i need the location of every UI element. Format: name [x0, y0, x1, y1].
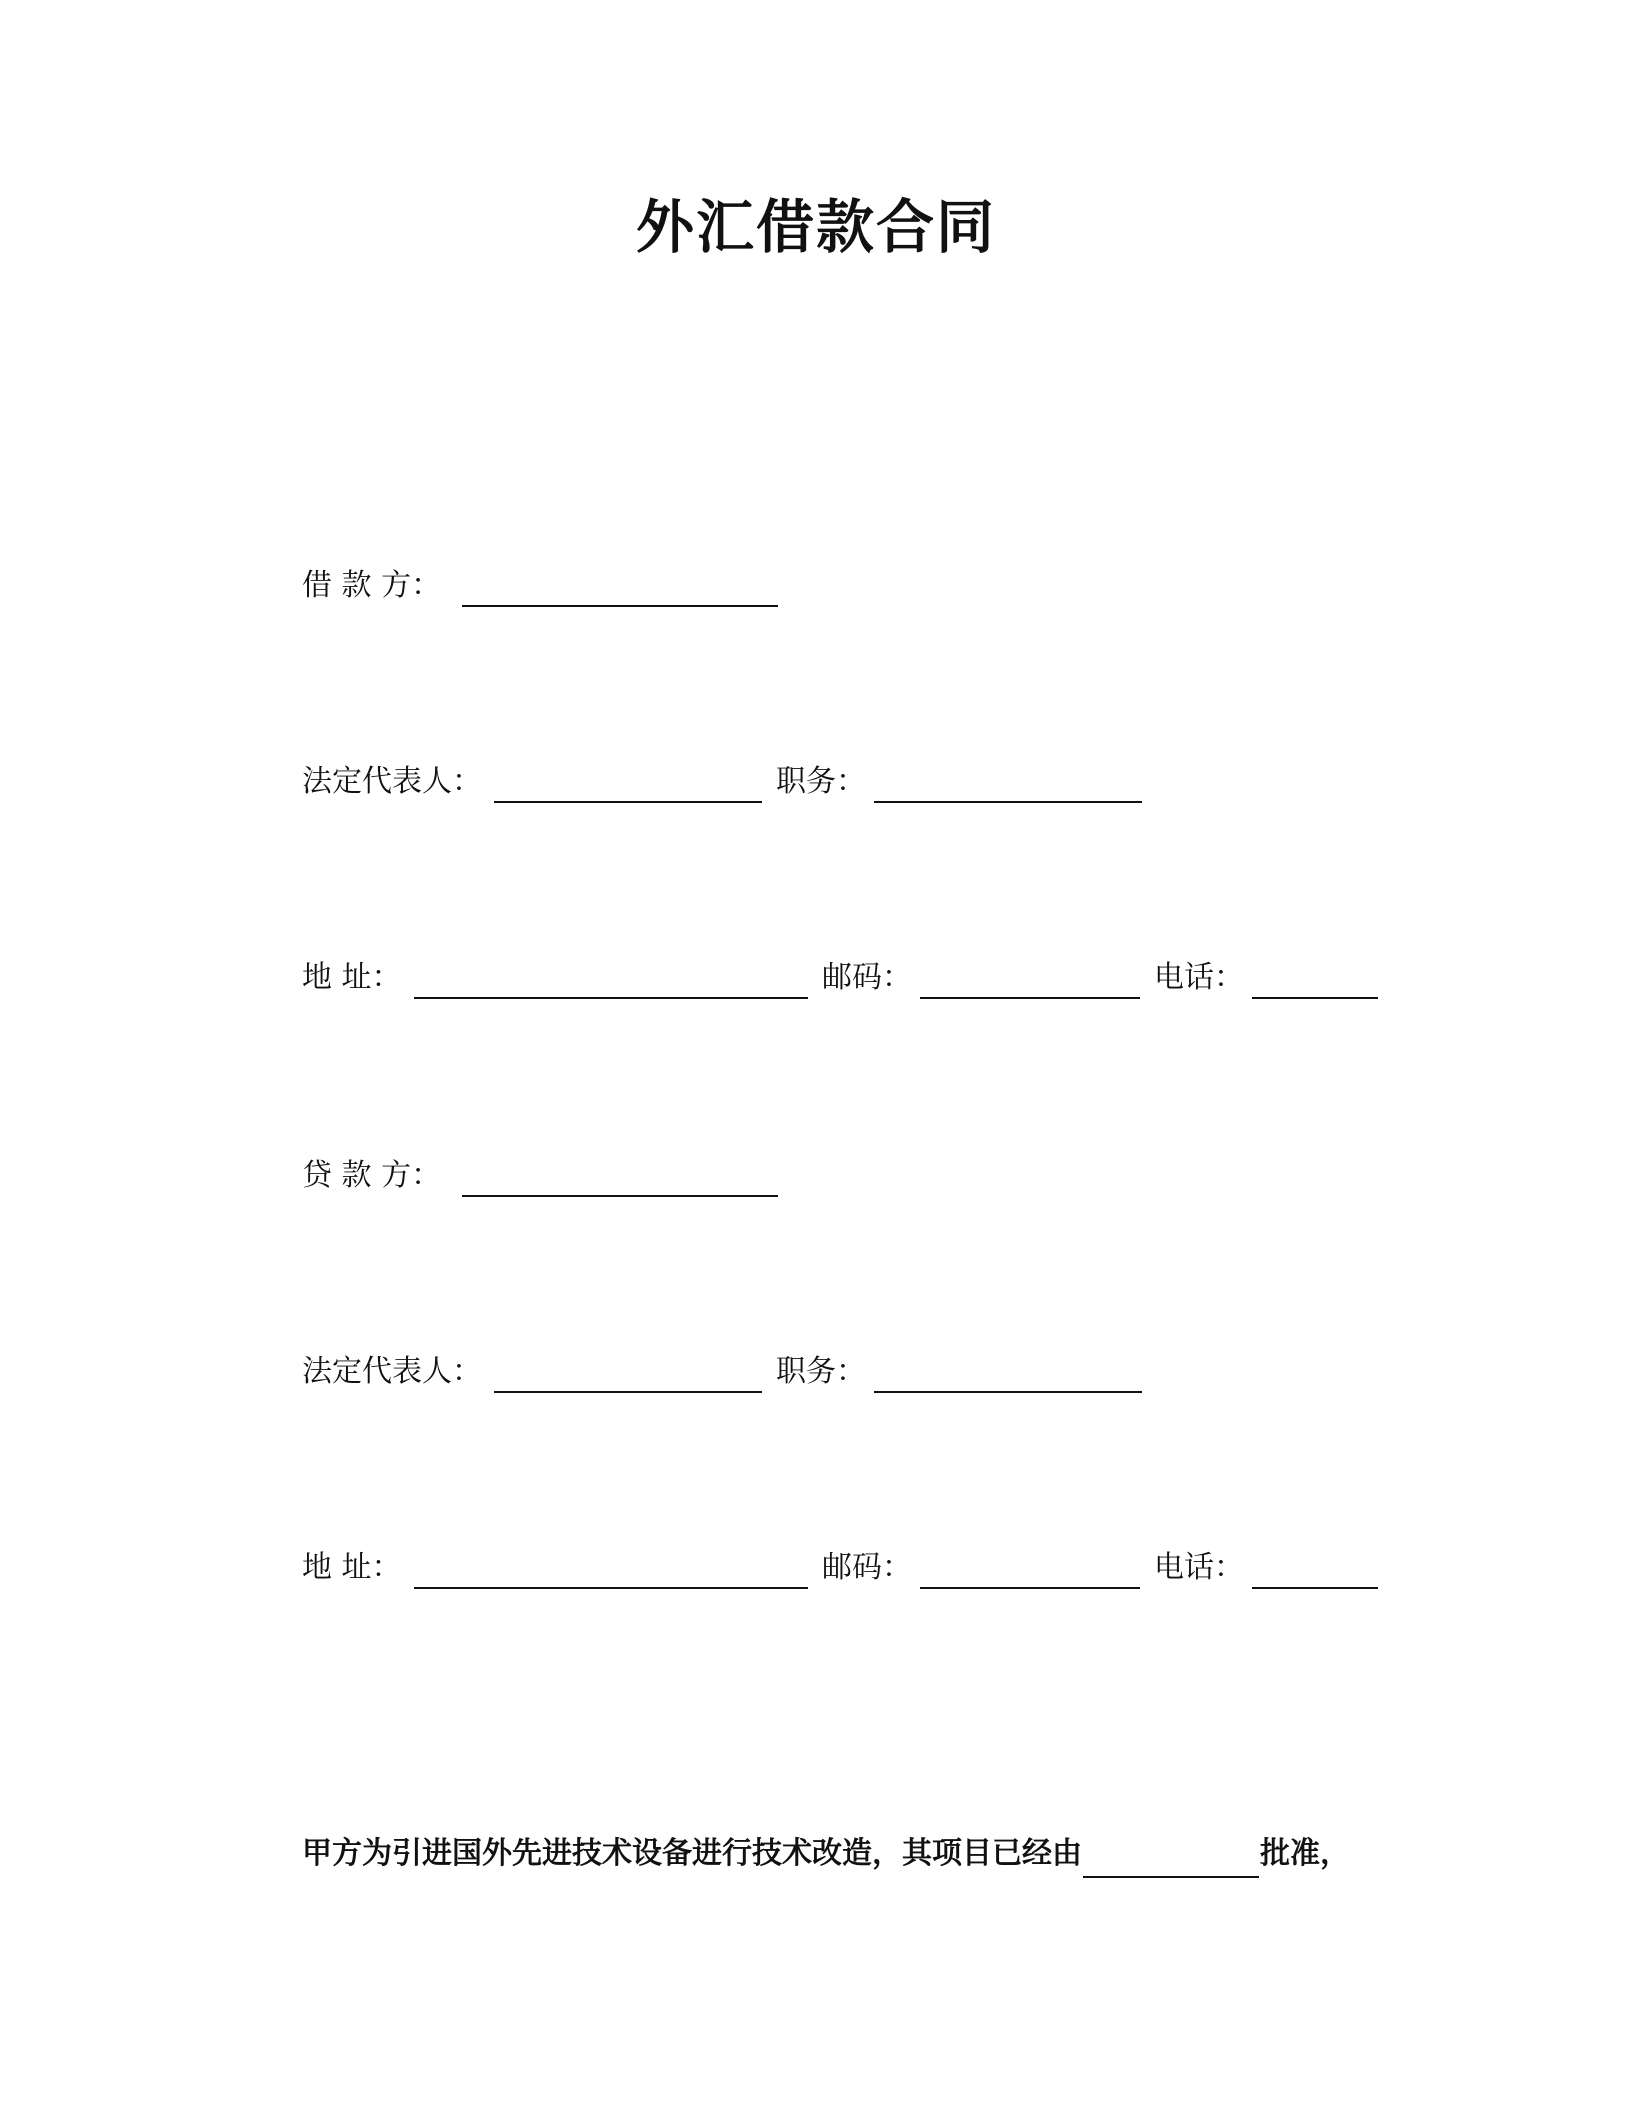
lender-position-field[interactable] — [874, 1391, 1142, 1393]
intro-paragraph — [302, 1830, 1350, 1878]
lender-address-label: 地 址： — [302, 1550, 402, 1585]
lender-name-field[interactable] — [462, 1195, 778, 1197]
borrower-address-field[interactable] — [414, 997, 808, 999]
lender-rep-label: 法定代表人： — [302, 1354, 482, 1389]
lender-rep-row — [302, 1348, 1202, 1396]
document-title: 外汇借款合同 — [635, 193, 996, 261]
borrower-rep-label: 法定代表人： — [302, 764, 482, 799]
borrower-rep-row — [302, 758, 1202, 806]
borrower-name-field[interactable] — [462, 605, 778, 607]
borrower-position-label: 职务： — [776, 764, 866, 799]
borrower-postcode-label: 邮码： — [822, 960, 912, 995]
intro-text-after: 批准， — [1260, 1836, 1350, 1871]
borrower-position-field[interactable] — [874, 801, 1142, 803]
borrower-phone-field[interactable] — [1252, 997, 1378, 999]
borrower-phone-label: 电话： — [1154, 960, 1244, 995]
intro-text-before: 甲方为引进国外先进技术设备进行技术改造，其项目已经由 — [302, 1836, 1082, 1871]
lender-phone-label: 电话： — [1154, 1550, 1244, 1585]
lender-rep-field[interactable] — [494, 1391, 762, 1393]
lender-address-row — [302, 1544, 1382, 1592]
approval-authority-field[interactable] — [1083, 1840, 1259, 1878]
borrower-rep-field[interactable] — [494, 801, 762, 803]
borrower-name-label: 借 款 方： — [302, 568, 442, 603]
borrower-address-label: 地 址： — [302, 960, 402, 995]
lender-phone-field[interactable] — [1252, 1587, 1378, 1589]
lender-position-label: 职务： — [776, 1354, 866, 1389]
lender-name-label: 贷 款 方： — [302, 1158, 442, 1193]
borrower-name-row — [302, 562, 1202, 610]
borrower-address-row — [302, 954, 1382, 1002]
lender-name-row — [302, 1152, 1202, 1200]
lender-address-field[interactable] — [414, 1587, 808, 1589]
borrower-postcode-field[interactable] — [920, 997, 1140, 999]
lender-postcode-label: 邮码： — [822, 1550, 912, 1585]
lender-postcode-field[interactable] — [920, 1587, 1140, 1589]
